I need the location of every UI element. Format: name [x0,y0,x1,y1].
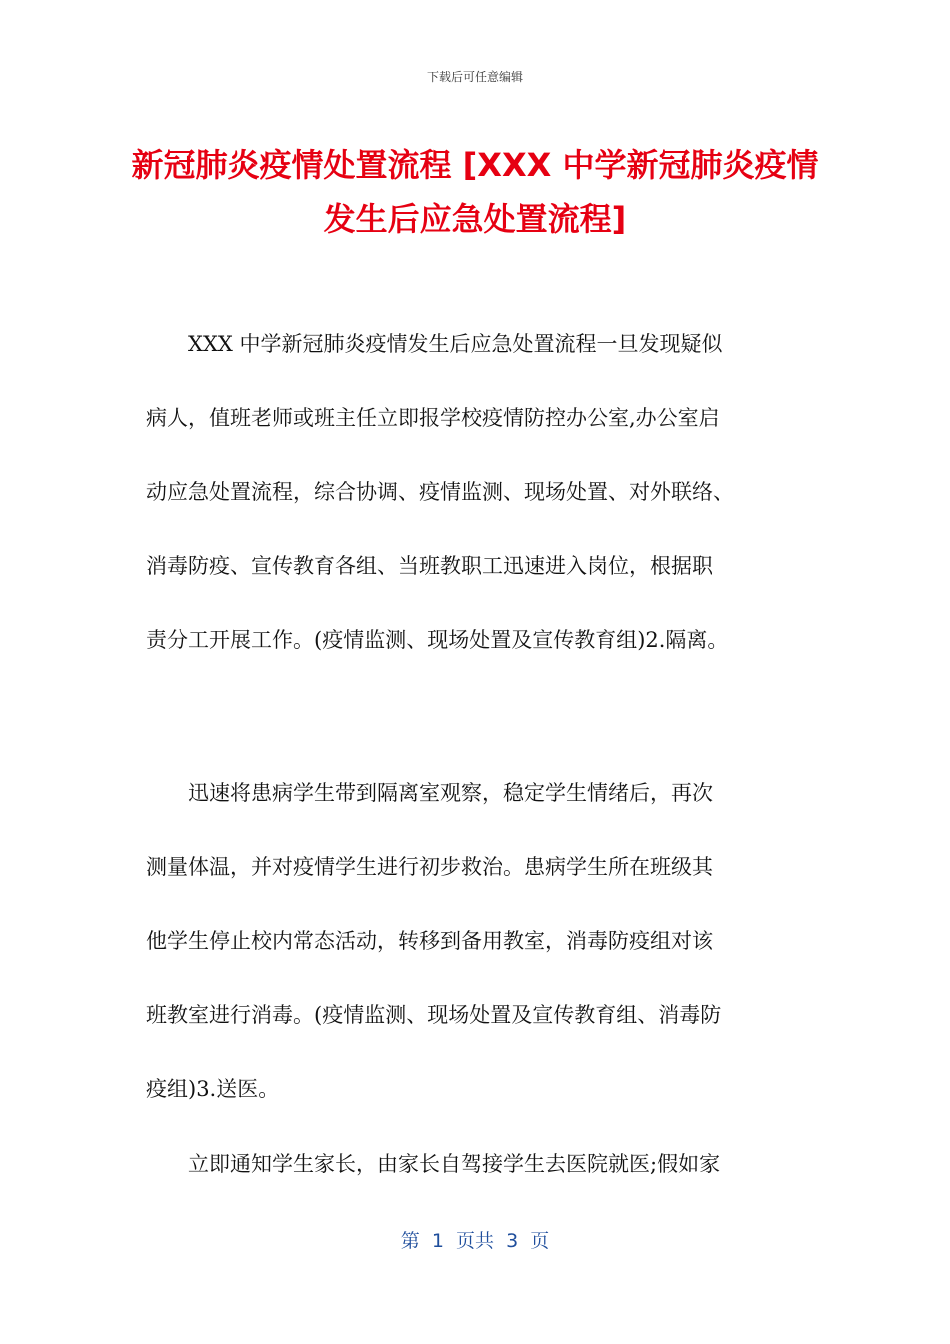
paragraph-line: 立即通知学生家长，由家长自驾接学生去医院就医;假如家 [146,1152,721,1176]
paragraph-line: 测量体温，并对疫情学生进行初步救治。患病学生所在班级其 [146,855,713,879]
paragraph-line: 病人，值班老师或班主任立即报学校疫情防控办公室,办公室启 [146,406,720,430]
paragraph-line: 责分工开展工作。(疫情监测、现场处置及宣传教育组)2.隔离。 [146,628,729,652]
paragraph-line: 动应急处置流程，综合协调、疫情监测、现场处置、对外联络、 [146,480,734,504]
page-footer: 第 1 页共 3 页 [400,1230,550,1252]
paragraph-1 [146,307,810,677]
header-note: 下载后可任意编辑 [426,70,523,84]
document-title: 新冠肺炎疫情处置流程 [XXX 中学新冠肺炎疫情发生后应急处置流程] [131,146,819,238]
paragraph-line: 疫组)3.送医。 [146,1077,280,1101]
paragraph-3 [146,1127,810,1201]
paragraph-line: XXX 中学新冠肺炎疫情发生后应急处置流程一旦发现疑似 [146,332,723,356]
paragraph-line: 迅速将患病学生带到隔离室观察，稳定学生情绪后，再次 [146,781,713,805]
paragraph-line: 消毒防疫、宣传教育各组、当班教职工迅速进入岗位，根据职 [146,554,713,578]
paragraph-line: 他学生停止校内常态活动，转移到备用教室，消毒防疫组对该 [146,929,713,953]
paragraph-line: 班教室进行消毒。(疫情监测、现场处置及宣传教育组、消毒防 [146,1003,722,1027]
paragraph-2 [146,756,810,1126]
